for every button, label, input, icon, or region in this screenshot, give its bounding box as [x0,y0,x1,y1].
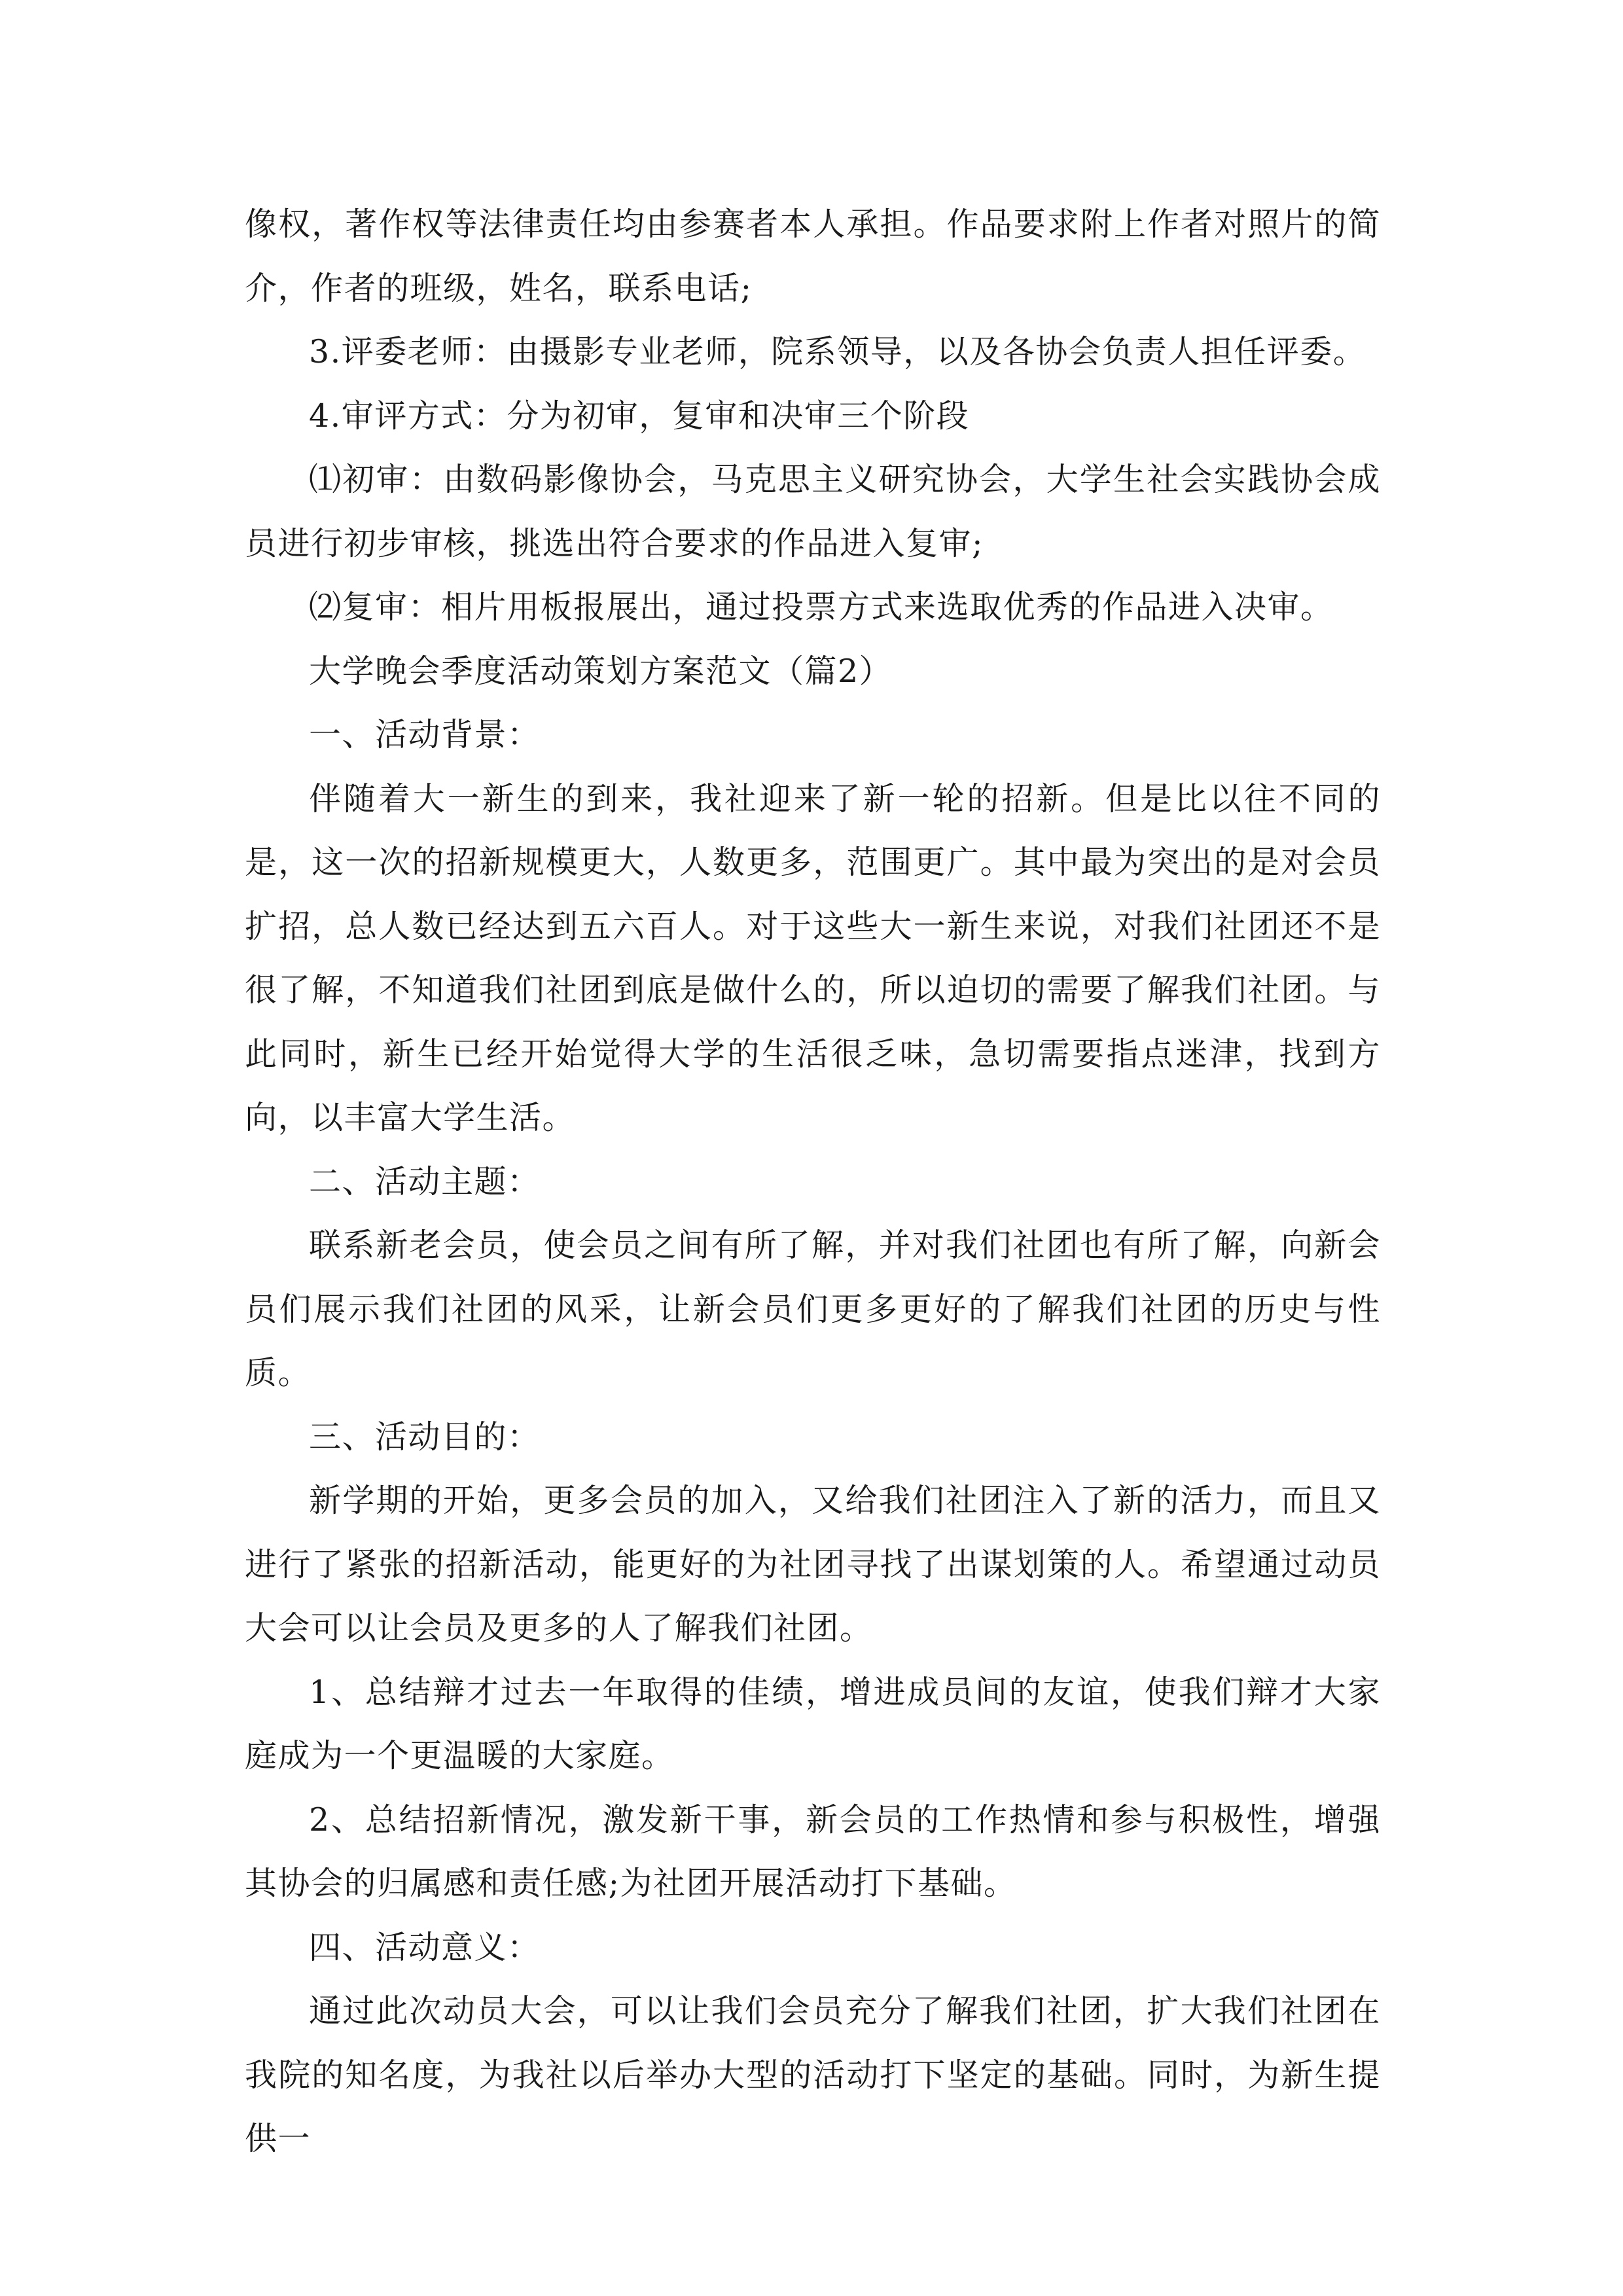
paragraph-judges: 3.评委老师：由摄影专业老师，院系领导，以及各协会负责人担任评委。 [309,333,1366,370]
heading-background: 一、活动背景： [309,716,541,753]
heading-significance: 四、活动意义： [309,1928,541,1966]
document-body [245,192,1381,2171]
paragraph-significance: 通过此次动员大会，可以让我们会员充分了解我们社团，扩大我们社团在我院的知名度，为我社以后举办大型的活动打下坚定的基础。同时，为新生提供一 [245,1992,1381,2157]
paragraph-background: 伴随着大一新生的到来，我社迎来了新一轮的招新。但是比以往不同的是，这一次的招新规模更大，人数更多，范围更广。其中最为突出的是对会员扩招，总人数已经达到五六百人。对于这些大一新生来说，对我们社团还不是很了解，不知道我们社团到底是做什么的，所以迫切的需要了解我们社团。与此同时，新生已经开始觉得大学的生活很乏味，急切需要指点迷津，找到方向，以丰富大学生活。 [245,780,1381,1136]
list-item-purpose-2: 2、总结招新情况，激发新干事，新会员的工作热情和参与积极性，增强其协会的归属感和责任感;为社团开展活动打下基础。 [245,1801,1381,1902]
paragraph-first-review: ⑴初审：由数码影像协会，马克思主义研究协会，大学生社会实践协会成员进行初步审核，挑选出符合要求的作品进入复审; [245,461,1381,562]
heading-purpose: 三、活动目的： [309,1418,541,1456]
section-title: 大学晚会季度活动策划方案范文（篇2） [309,652,893,690]
list-item-purpose-1: 1、总结辩才过去一年取得的佳绩，增进成员间的友谊，使我们辩才大家庭成为一个更温暖的大家庭。 [245,1673,1381,1774]
paragraph-review-method: 4.审评方式：分为初审，复审和决审三个阶段 [309,397,970,435]
paragraph-theme: 联系新老会员，使会员之间有所了解，并对我们社团也有所了解，向新会员们展示我们社团的风采，让新会员们更多更好的了解我们社团的历史与性质。 [245,1227,1381,1391]
heading-theme: 二、活动主题： [309,1162,541,1200]
paragraph-purpose: 新学期的开始，更多会员的加入，又给我们社团注入了新的活力，而且又进行了紧张的招新活动，能更好的为社团寻找了出谋划策的人。希望通过动员大会可以让会员及更多的人了解我们社团。 [245,1482,1381,1647]
paragraph-second-review: ⑵复审：相片用板报展出，通过投票方式来选取优秀的作品进入决审。 [309,588,1334,626]
paragraph-continuation: 像权，著作权等法律责任均由参赛者本人承担。作品要求附上作者对照片的简介，作者的班级，姓名，联系电话; [245,206,1381,307]
